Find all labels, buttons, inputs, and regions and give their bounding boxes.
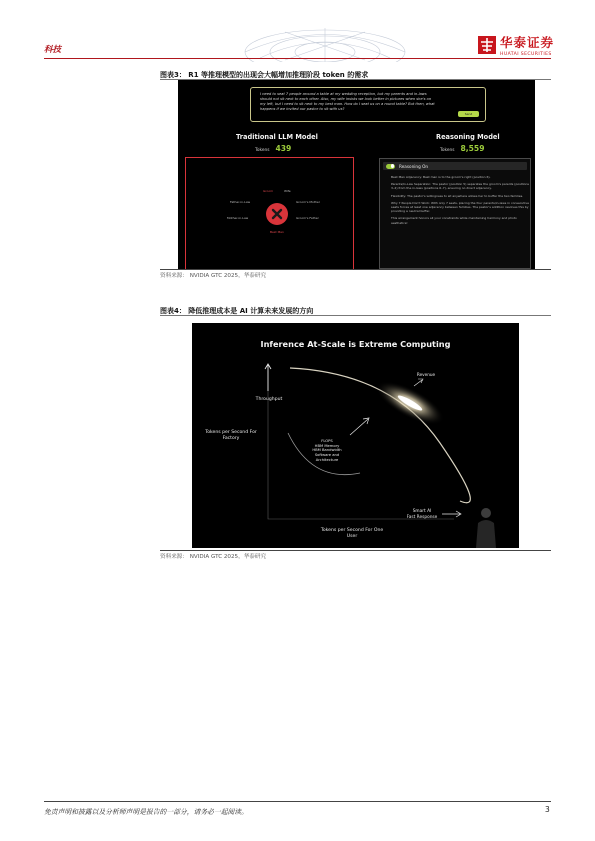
seat-mother-in-law: Mother-in-Law [227,216,249,220]
page-number: 3 [545,805,550,814]
section-label: 科技 [44,45,62,55]
figure3-title: 图表3： R1 等推理模型的出现会大幅增加推理阶段 token 的需求 [160,71,369,79]
brand-name-cn: 华泰证券 [500,35,555,50]
traditional-token-count [255,144,291,153]
reasoning-line: Best Man Adjacency: Best man is to the groom's right (position 6). [391,175,491,179]
prompt-text: I need to seat 7 people around a table at my wedding reception, but my parents and in-laws should not sit next to each other. Also, my wife insists we look better in pictures when she's on my left, but I need to sit next to my best man. How do I seat us on a round table? But then, what happens if we invited our pastor to sit with us? [260,92,435,111]
x-circle-icon [266,203,288,225]
x-axis-label: Tokens per Second For One User [320,528,384,539]
figure4-source: 资料来源： NVIDIA GTC 2025，华泰研究 [160,554,267,560]
seat-grooms-father: Groom's Father [296,216,319,220]
brand-name-en: HUATAI SECURITIES [500,52,552,57]
huatai-logo-icon [478,36,496,54]
smart-ai-label [400,509,444,521]
header-rule [44,58,551,59]
reasoning-line: Why 7 People Don't Work: With only 7 seats, placing the four parents/in-laws in consecutive seats forces at least one adjacency between families. The pastor's addition resolves this by providing a neutral buffer. [391,200,529,214]
traditional-tokens-value: 439 [275,144,292,153]
flops-line: HBM Bandwidth [312,448,342,453]
flops-line: Software and [314,453,340,458]
flops-line: Architecture [315,457,339,462]
revenue-label: Revenue [416,372,436,377]
figure4-image [192,323,519,548]
footer-rule [44,801,551,802]
speaker-silhouette [476,508,496,548]
y-axis-label: Tokens per Second For Factory [205,430,257,441]
seat-groom: Groom [263,189,274,193]
tokens-label: Tokens [255,148,270,153]
smart-ai-line: Smart AI [412,509,432,514]
reasoning-tokens-value: 8,559 [460,144,485,153]
send-button: Send [458,111,479,117]
toggle-icon [386,164,395,169]
reasoning-token-count [440,144,485,153]
figure4-title: 图表4： 降低推理成本是 AI 计算未来发展的方向 [160,307,314,315]
figure4-title-rule [160,315,551,316]
figure3-image [178,80,535,269]
tokens-label: Tokens [440,148,455,153]
reasoning-text [391,175,529,228]
figure4-source-rule [160,550,551,551]
reasoning-output-panel [379,158,531,269]
figure3-source: 资料来源： NVIDIA GTC 2025，华泰研究 [160,273,267,279]
flops-line: FLOPS [321,439,333,443]
fast-response-line: Fast Response [406,515,438,520]
huatai-logo [478,33,554,57]
reasoning-line: Parents/In-Law Separation: The pastor (position 5) separates the groom's parents (positions 3–4) from the in-laws (positions 6–7), ensuring no direct adjacency. [391,182,529,191]
throughput-label: Throughput [255,397,283,402]
reasoning-line: Flexibility: The pastor's willingness to sit anywhere allows her to buffer the two families. [391,193,524,198]
seat-father-in-law: Father-in-Law [230,200,251,204]
reasoning-on-label: Reasoning On [399,163,429,169]
reasoning-toggle-bar [383,162,527,170]
prompt-box [250,87,486,122]
seat-wife: Wife [284,189,291,193]
reasoning-line: This arrangement honors all your constraints while maintaining harmony and photo aesthetics! [391,216,517,225]
reasoning-model-title: Reasoning Model [436,133,500,141]
flops-label [302,439,352,463]
header-globe-graphic [225,22,425,62]
seat-grooms-mother: Groom's Mother [296,200,321,204]
figure3-source-rule [160,269,551,270]
footer-disclaimer: 免责声明和披露以及分析师声明是报告的一部分，请务必一起阅读。 [44,808,248,816]
slide-title: Inference At-Scale is Extreme Computing [260,339,451,349]
traditional-seating-panel [185,157,354,269]
traditional-model-title: Traditional LLM Model [236,133,318,141]
flops-line: HBM Memory [314,443,340,448]
seat-best-man: Best Man [270,230,284,234]
